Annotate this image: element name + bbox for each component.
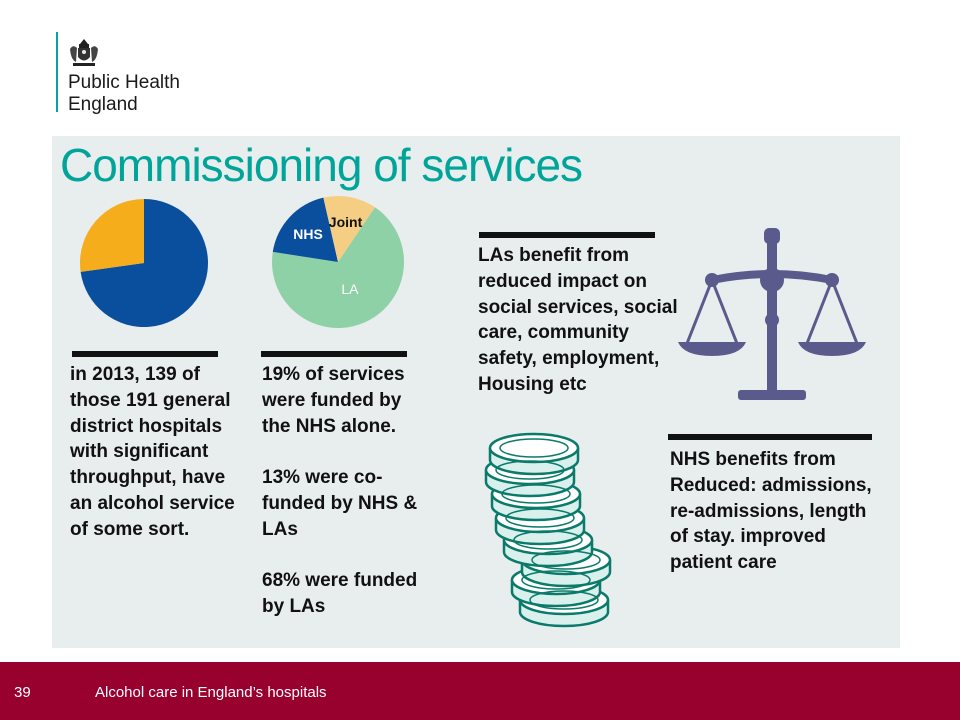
pie-chart-funding [272,196,404,328]
la-benefits-bold: LAs [478,245,514,266]
hospital-service-stat: in 2013, 139 of those 191 general district hospitals with significant throughput, have an alcohol service of some sort. [70,364,235,540]
pie-label-joint: Joint [328,213,363,230]
org-name-line1: Public Health [68,72,180,93]
pie-label-la: LA [341,281,359,298]
la-benefits [478,243,683,398]
nhs-funded-stat: 19% of services were funded by the NHS alone. [262,364,405,437]
org-name-line2: England [68,94,138,115]
footer-title: Alcohol care in England’s hospitals [95,684,327,701]
col1-text [70,362,242,543]
la-rule [479,232,655,238]
col2-text [262,362,430,620]
footer-bar [0,662,960,720]
la-benefits-text: benefit from reduced impact on social services, social care, community safety, employment, Housing etc [478,245,678,395]
co-funded-stat: 13% were co-funded by NHS & LAs [262,467,418,540]
nhs-benefits-text: benefits from Reduced: admissions, re-admissions, length of stay. improved patient care [670,449,872,574]
nhs-rule [668,434,872,440]
nhs-benefits-bold: NHS [670,449,711,470]
la-funded-stat: 68% were funded by LAs [262,570,418,618]
balance-scales-icon [676,228,868,412]
pie-label-nhs: NHS [293,226,323,243]
nhs-benefits [670,447,880,576]
coin-stack-icon [482,432,612,634]
col2-rule [261,351,407,357]
pie-chart-hospitals [80,199,208,327]
page-number: 39 [14,684,31,701]
col1-rule [72,351,218,357]
pie-slice-1 [80,199,144,272]
slide-title: Commissioning of services [60,139,583,191]
